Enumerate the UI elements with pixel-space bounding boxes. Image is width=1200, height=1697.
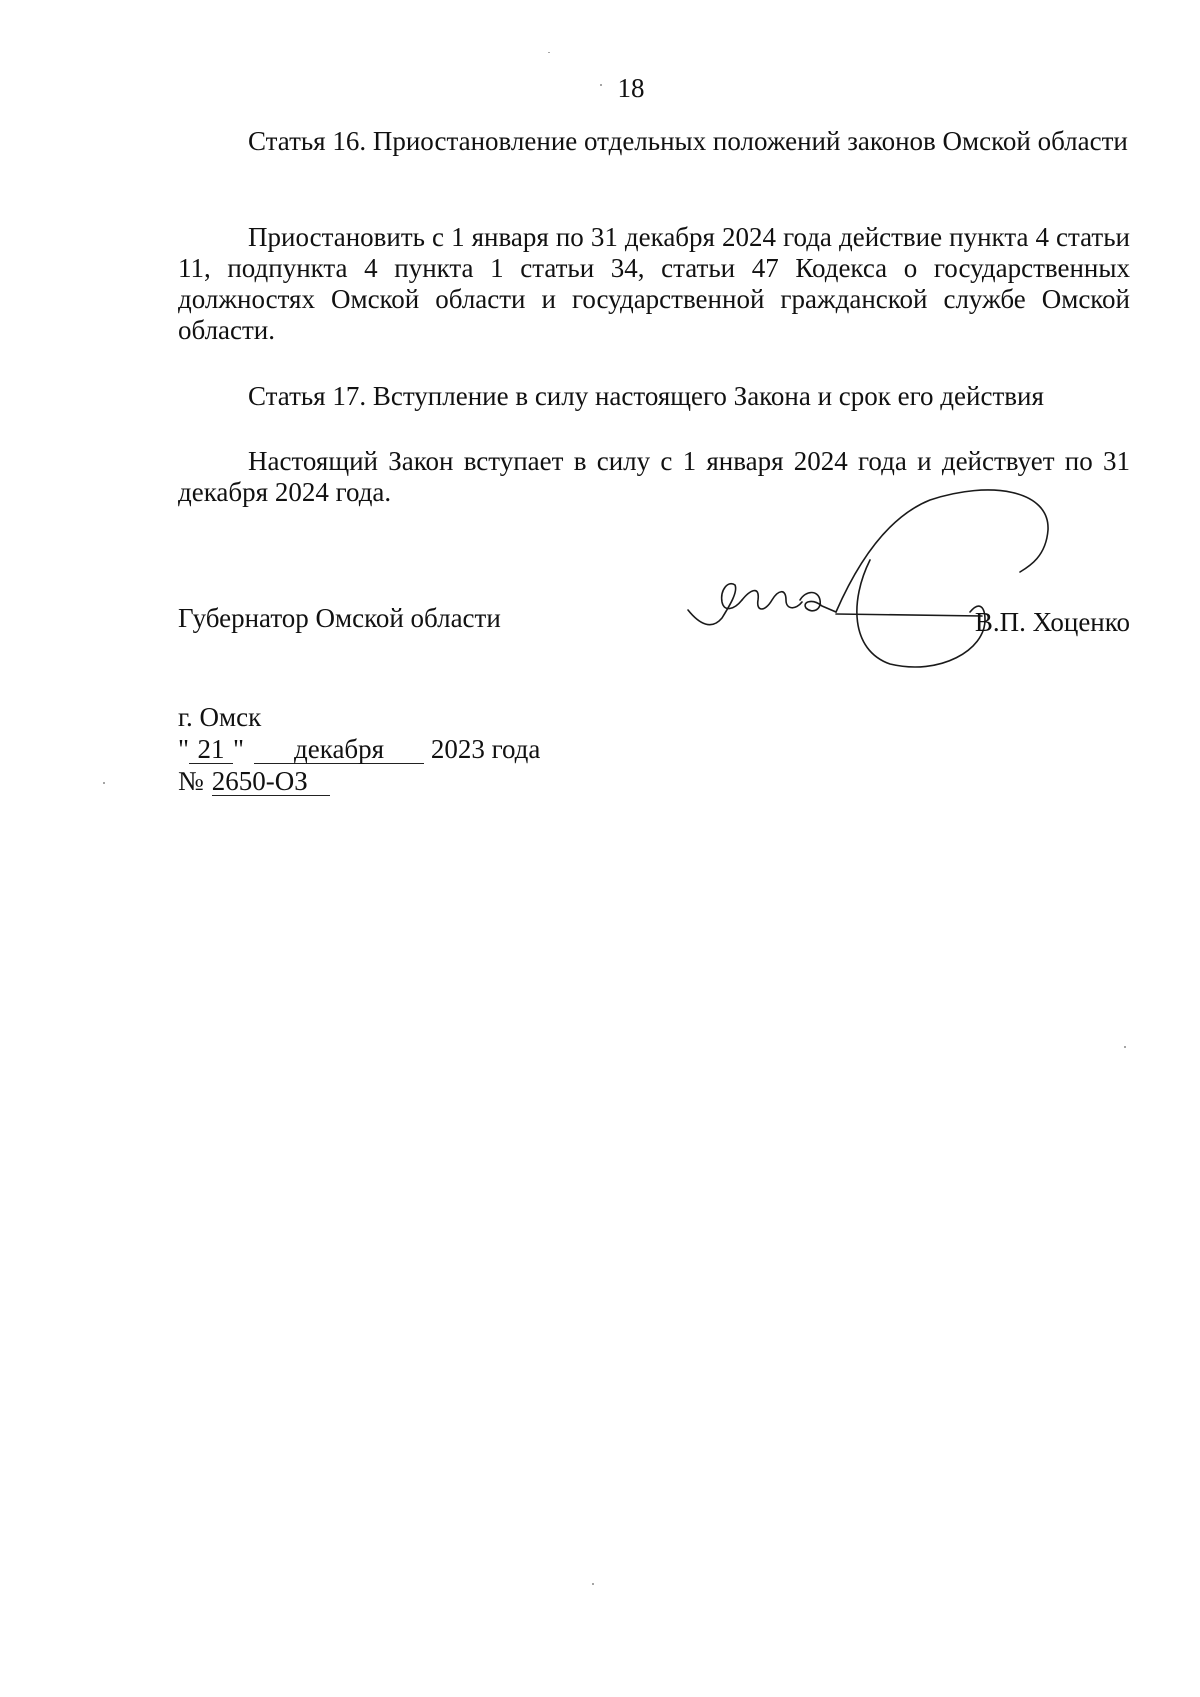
date-year: 2023 года — [430, 734, 541, 764]
scan-speck — [592, 1583, 594, 1585]
date-quote-close: " — [233, 734, 245, 764]
article-17-body: Настоящий Закон вступает в силу с 1 января 2024 года и действует по 31 декабря 2024 года. — [178, 446, 1130, 507]
date-day: 21 — [189, 736, 233, 764]
page-number: 18 — [617, 73, 645, 103]
governor-title: Губернатор Омской области — [178, 603, 501, 633]
article-17-heading: Статья 17. Вступление в силу настоящего Закона и срок его действия — [248, 381, 1044, 411]
scan-speck — [600, 84, 602, 86]
scan-speck — [548, 52, 550, 53]
governor-name: В.П. Хоценко — [974, 607, 1130, 637]
scan-speck — [103, 782, 105, 784]
date-month: декабря — [254, 736, 424, 764]
date-line — [178, 734, 540, 765]
city-label: г. Омск — [178, 702, 262, 732]
scan-speck — [1124, 1046, 1126, 1048]
law-number: 2650-ОЗ — [212, 768, 330, 796]
article-16-heading: Статья 16. Приостановление отдельных положений законов Омской области — [248, 126, 1128, 156]
law-number-line — [178, 766, 330, 797]
number-sign: № — [178, 766, 204, 796]
date-quote-open: " — [178, 734, 190, 764]
article-16-body: Приостановить с 1 января по 31 декабря 2024 года действие пункта 4 статьи 11, подпункта 4 пункта 1 статьи 34, статьи 47 Кодекса о государственных должностях Омской области и государственной гражданской службе Омской области. — [178, 222, 1130, 345]
